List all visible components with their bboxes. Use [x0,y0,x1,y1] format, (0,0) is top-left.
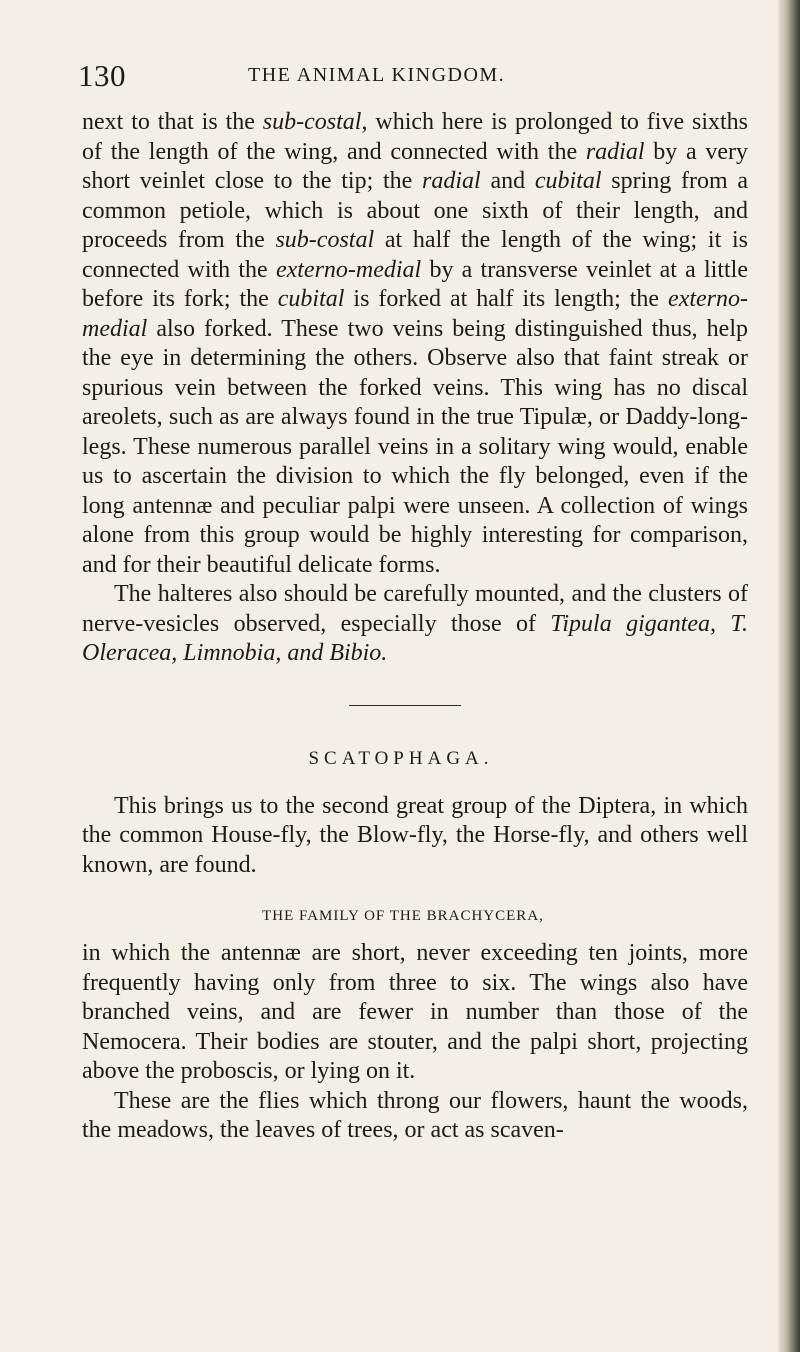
paragraph-halteres [82,580,748,669]
text-run: is forked at half its length; the [344,286,669,312]
italic-term: radial [585,138,645,165]
page-edge-shadow [778,0,800,1352]
section-heading: SCATOPHAGA. [308,747,494,769]
page-number: 130 [78,58,126,93]
text-run: The halteres also should be carefully mounted, and the clusters of nerve-vesicles observed, especially those of [82,581,748,637]
text-run: by a very short veinlet close to the tip; the [82,138,749,194]
italic-term: sub-costal [275,227,375,253]
subsection-heading: THE FAMILY OF THE BRACHYCERA, [262,908,544,924]
text-run: by a transverse veinlet at a little before its fork; the [82,256,748,312]
text-run: and [480,168,535,194]
section-divider [349,705,461,706]
paragraph-intro-group: This brings us to the second great group of the Diptera, in which the common House-fly, the Blow-fly, the Horse-fly, and others well known, are found. [82,792,748,878]
italic-term: externo-medial [275,256,422,283]
body-text [82,108,748,1146]
italic-term: Tipula gigantea, T. Oleracea, Limnobia, and Bibio. [82,610,748,666]
paragraph-wing-veins [82,108,748,580]
italic-term: cubital [277,286,345,312]
paragraph-flies: These are the flies which throng our flowers, haunt the woods, the meadows, the leaves of trees, or act as scaven- [82,1087,748,1143]
italic-term: cubital [534,168,602,194]
text-run: next to that is the [82,109,263,135]
italic-term: radial [422,168,481,194]
italic-term: sub-costal [262,109,362,135]
paragraph-antennae: in which the antennæ are short, never exceeding ten joints, more frequently having only from three to six. The wings also have branched veins, and are fewer in number than those of the Nemocera. Their bodies are stouter, and the palpi short, projecting above the proboscis, or lying on it. [82,940,748,1084]
italic-term: externo-medial [82,286,749,342]
running-head: THE ANIMAL KINGDOM. [248,64,506,86]
text-run: spring from a common petiole, which is about one sixth of their length, and proceeds from the [82,168,749,253]
text-run: , which here is prolonged to five sixths of the length of the wing, and connected with the [82,109,749,165]
page-header [78,58,733,98]
text-run: at half the length of the wing; it is connected with the [82,227,749,283]
text-run: also forked. These two veins being distinguished thus, help the eye in determining the others. Observe also that faint streak or spurious vein between the forked veins. This wing has no discal areolets, such as are always found in the true Tipulæ, or Daddy-long-legs. These numerous parallel veins in a solitary wing would, enable us to ascertain the division to which the fly belonged, even if the long antennæ and peculiar palpi were unseen. A collection of wings alone from this group would be highly interesting for comparison, and for their beautiful delicate forms. [82,315,748,578]
